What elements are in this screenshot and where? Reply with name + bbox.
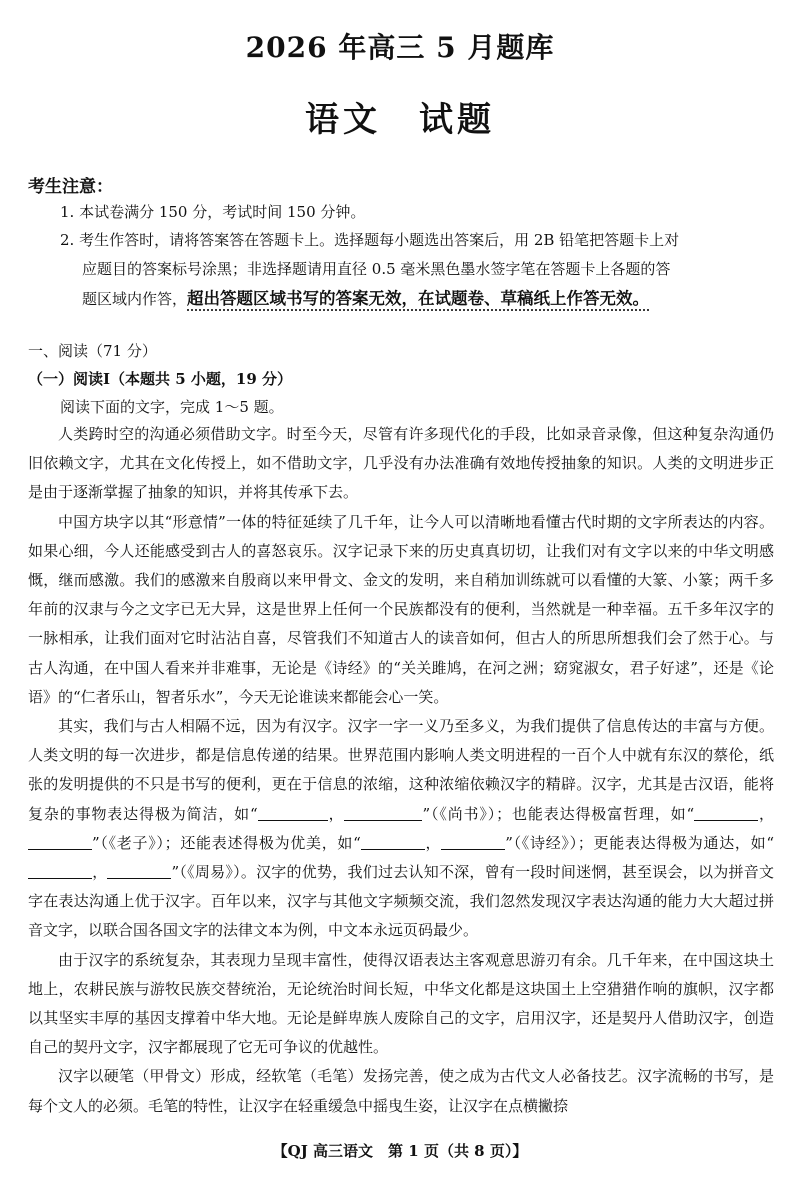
reading-passage [28,420,774,1121]
notice-item-2 [60,226,775,314]
notice-heading: 考生注意： [28,177,113,197]
exam-bank-title: 2026 年高三 5 月题库 [245,31,555,64]
subject-title: 语文 试题 [305,100,495,140]
notice-item-2-line-3 [60,284,775,314]
fill-blank [344,806,422,821]
passage-punct: ， [327,804,345,823]
passage-text: ”（《尚书》）；也能表达得极富哲理，如“ [422,804,695,823]
passage-punct: ， [424,833,442,852]
reading-instruction: 阅读下面的文字，完成 1～5 题。 [60,398,284,416]
notice-emphasis: 超出答题区域书写的答案无效，在试题卷、草稿纸上作答无效。 [187,289,650,308]
fill-blank [258,806,328,821]
fill-blank [28,835,92,850]
section-reading-1: （一）阅读Ⅰ（本题共 5 小题，19 分） [28,370,292,388]
passage-paragraph-3 [28,712,774,946]
passage-paragraph-5: 汉字以硬笔（甲骨文）形成，经软笔（毛笔）发扬完善，使之成为古代文人必备技艺。汉字流畅的书写，是每个文人的必须。毛笔的特性，让汉字在轻重缓急中摇曳生姿，让汉字在点横撇捺 [28,1067,774,1115]
fill-blank [694,806,758,821]
notice-item-2-text: 题区域内作答， [82,290,188,308]
fill-blank [441,835,505,850]
page-footer: 【QJ 高三语文 第 1 页（共 8 页）】 [272,1142,528,1160]
passage-paragraph-4: 由于汉字的系统复杂，其表现力呈现丰富性，使得汉语表达主客观意思游刃有余。几千年来，在中国这块土地上，农耕民族与游牧民族交替统治，无论统治时间长短，中华文化都是这块国土上空猎猎作响的旗帜，汉字都以其坚实丰厚的基因支撑着中华大地。无论是鲜卑族人废除自己的文字，启用汉字，还是契丹人借助汉字，创造自己的契丹文字，汉字都展现了它无可争议的优越性。 [28,950,774,1057]
notice-item-2-line-1: 2. 考生作答时，请将答案答在答题卡上。选择题每小题选出答案后，用 2B 铅笔把答题卡上对 [60,231,680,249]
notice-item-2-line-2: 应题目的答案标号涂黑；非选择题请用直径 0.5 毫米黑色墨水签字笔在答题卡上各题的答 [82,260,671,278]
section-reading: 一、阅读（71 分） [28,342,157,360]
passage-punct: ， [758,804,775,823]
notice-item-1: 1. 本试卷满分 150 分，考试时间 150 分钟。 [60,203,366,221]
fill-blank [361,835,425,850]
fill-blank [107,864,171,879]
passage-paragraph-1: 人类跨时空的沟通必须借助文字。时至今天，尽管有许多现代化的手段，比如录音录像，但这种复杂沟通仍旧依赖文字，尤其在文化传授上，如不借助文字，几乎没有办法准确有效地传授抽象的知识。人类的文明进步正是由于逐渐掌握了抽象的知识，并将其传承下去。 [28,425,774,502]
passage-punct: ， [92,863,108,882]
fill-blank [28,864,92,879]
passage-text: 其实，我们与古人相隔不远，因为有汉字。汉字一字一义乃至多义，为我们提供了信息传达的丰富与方便。人类文明的每一次进步，都是信息传递的结果。世界范围内影响人类文明进程的一百个人中就有东汉的蔡伦，纸张的发明提供的不只是书写的便利，更在于信息的浓缩，这种浓缩依赖汉字的精辟。汉字，尤其是古汉语，能将复杂的事物表达得极为简洁，如“ [28,717,774,823]
passage-text: ”（《老子》）；还能表述得极为优美，如“ [92,833,361,852]
passage-paragraph-2: 中国方块字以其“形意情”一体的特征延续了几千年，让今人可以清晰地看懂古代时期的文字所表达的内容。如果心细，今人还能感受到古人的喜怒哀乐。汉字记录下来的历史真真切切，让我们对有文字以来的中华文明感慨，继而感激。我们的感激来自殷商以来甲骨文、金文的发明，来自稍加训练就可以看懂的大篆、小篆；两千多年前的汉隶与今之文字已无大异，这是世界上任何一个民族都没有的便利，当然就是一种幸福。五千多年汉字的一脉相承，让我们面对它时沾沾自喜，尽管我们不知道古人的读音如何，但古人的所思所想我们会了然于心。与古人沟通，在中国人看来并非难事，无论是《诗经》的“关关雎鸠，在河之洲；窈窕淑女，君子好逑”，还是《论语》的“仁者乐山，智者乐水”，今天无论谁读来都能会心一笑。 [28,512,774,706]
passage-text: ”（《诗经》）；更能表达得极为通达，如“ [505,833,774,852]
passage-text: ”（《周易》）。汉字的优势，我们过去认知不深，曾有一段时间迷惘，甚至误会，以为拼音文字在表达沟通上优于汉字。百年以来，汉字与其他文字频频交流，我们忽然发现汉字表达沟通的能力大大超过拼音文字，以联合国各国文字的法律文本为例，中文本永远页码最少。 [28,863,774,940]
